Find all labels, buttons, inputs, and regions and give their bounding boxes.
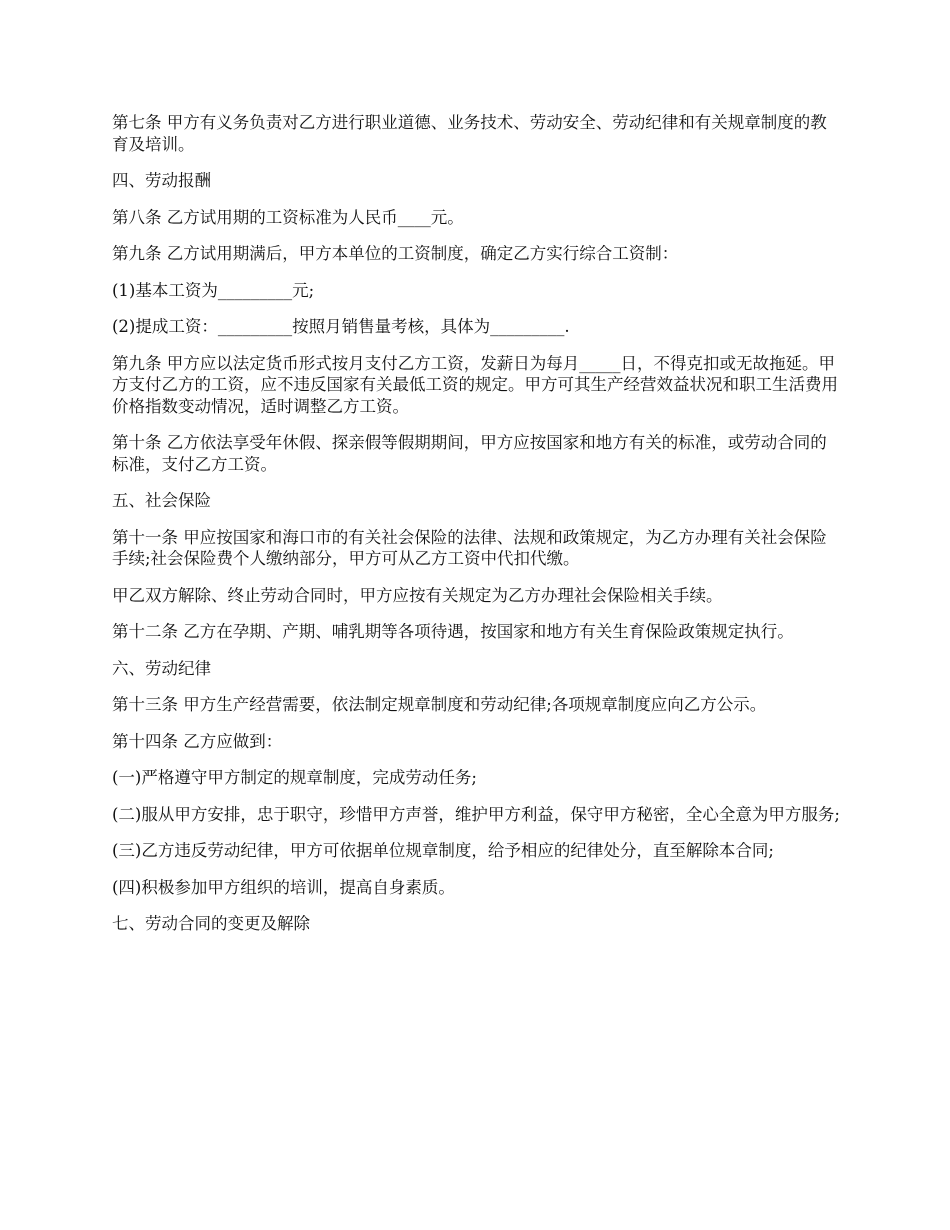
paragraph-base-salary: (1)基本工资为_________元; xyxy=(112,280,315,300)
list-item-4: (四)积极参加甲方组织的培训，提高自身素质。 xyxy=(112,877,455,897)
document-page xyxy=(112,112,842,950)
paragraph-article-9-payment: 第九条 甲方应以法定货币形式按月支付乙方工资，发薪日为每月_____日，不得克扣或无故拖延。甲方支付乙方的工资，应不违反国家有关最低工资的规定。甲方可其生产经营效益状况和职工生活费用价格指数变动情况，适时调整乙方工资。 xyxy=(112,353,838,416)
paragraph-article-11: 第十一条 甲应按国家和海口市的有关社会保险的法律、法规和政策规定，为乙方办理有关社会保险手续;社会保险费个人缴纳部分，甲方可从乙方工资中代扣代缴。 xyxy=(112,527,827,568)
section-heading-labor-discipline: 六、劳动纪律 xyxy=(112,658,211,678)
list-item-3: (三)乙方违反劳动纪律，甲方可依据单位规章制度，给予相应的纪律处分，直至解除本合同; xyxy=(112,841,774,860)
paragraph-article-13: 第十三条 甲方生产经营需要，依法制定规章制度和劳动纪律;各项规章制度应向乙方公示。 xyxy=(112,695,767,714)
paragraph-commission-salary: (2)提成工资：_________按照月销售量考核，具体为_________. xyxy=(112,317,570,336)
paragraph-article-9: 第九条 乙方试用期满后，甲方本单位的工资制度，确定乙方实行综合工资制： xyxy=(112,244,679,263)
list-item-1: (一)严格遵守甲方制定的规章制度，完成劳动任务; xyxy=(112,768,477,787)
paragraph-article-8: 第八条 乙方试用期的工资标准为人民币____元。 xyxy=(112,207,464,227)
list-item-2: (二)服从甲方安排，忠于职守，珍惜甲方声誉，维护甲方利益，保守甲方秘密，全心全意为甲方服务; xyxy=(112,804,840,824)
paragraph-termination-insurance: 甲乙双方解除、终止劳动合同时，甲方应按有关规定为乙方办理社会保险相关手续。 xyxy=(112,585,723,605)
section-heading-social-insurance: 五、社会保险 xyxy=(112,491,211,510)
section-heading-contract-change: 七、劳动合同的变更及解除 xyxy=(112,914,310,933)
paragraph-article-10: 第十条 乙方依法享受年休假、探亲假等假期期间，甲方应按国家和地方有关的标准，或劳动合同的标准，支付乙方工资。 xyxy=(112,433,827,474)
paragraph-article-7: 第七条 甲方有义务负责对乙方进行职业道德、业务技术、劳动安全、劳动纪律和有关规章制度的教育及培训。 xyxy=(112,113,827,154)
section-heading-labor-remuneration: 四、劳动报酬 xyxy=(112,171,211,190)
paragraph-article-14: 第十四条 乙方应做到： xyxy=(112,731,283,751)
paragraph-article-12: 第十二条 乙方在孕期、产期、哺乳期等各项待遇，按国家和地方有关生育保险政策规定执行。 xyxy=(112,622,794,641)
